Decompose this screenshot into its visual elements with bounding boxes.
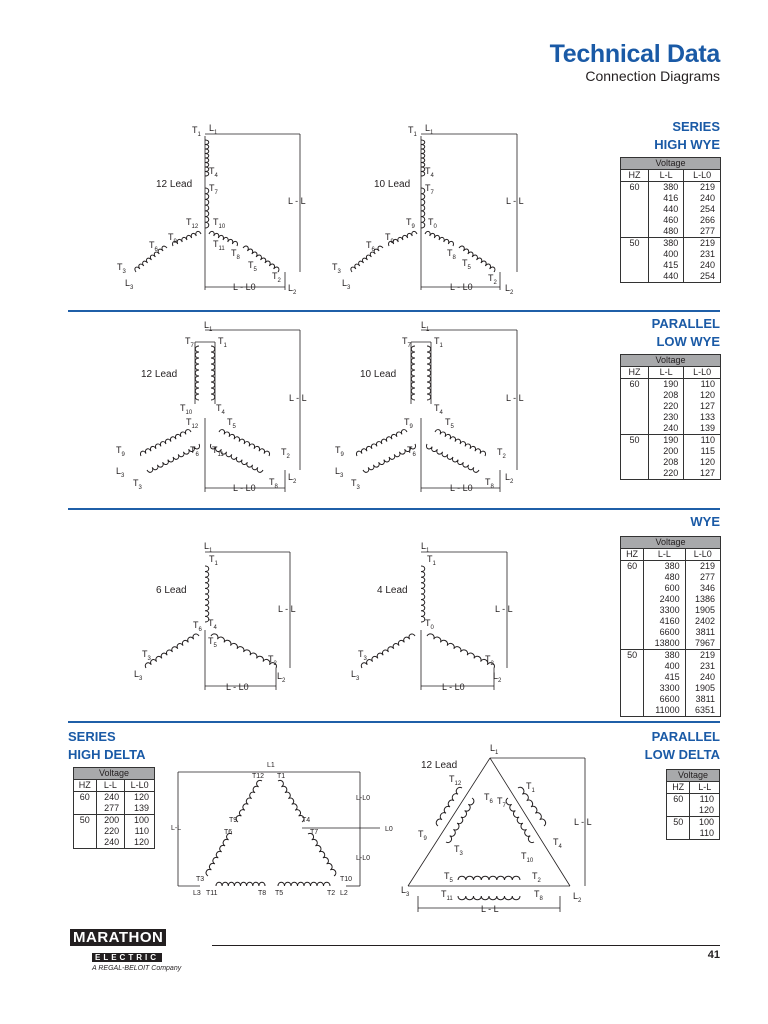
winding-coil [205, 566, 209, 622]
winding-coil [195, 346, 199, 400]
svg-text:T7: $T_7$ [185, 336, 194, 349]
svg-text:T9: $T_9$ [168, 232, 177, 245]
svg-text:10 Lead: 10 Lead [374, 179, 411, 190]
winding-coil [506, 798, 534, 843]
voltage-header: Voltage [621, 158, 721, 170]
col-ll: L-L [96, 780, 125, 792]
svg-text:T5: T5 [275, 890, 284, 897]
svg-text:T6: $T_6$ [484, 792, 493, 805]
ll0-values: 219 231 240 254 [684, 238, 721, 283]
svg-text:T1: $T_1$ [434, 336, 443, 349]
ll-values: 190 208 220 230 240 [648, 379, 683, 435]
svg-text:T4: $T_4$ [208, 618, 217, 631]
svg-text:T3: $T_3$ [332, 262, 341, 275]
winding-coil [216, 882, 265, 886]
ll0-values: 219 231 240 1905 3811 6351 [685, 650, 720, 717]
voltage-header: Voltage [621, 537, 721, 549]
svg-text:L2: $L_2$ [277, 671, 286, 684]
svg-text:L - L: L - L [506, 393, 524, 403]
svg-text:L0: L0 [385, 826, 393, 833]
svg-text:T8: $T_8$ [485, 477, 494, 490]
svg-text:L1: $L_1$ [490, 743, 499, 756]
ll0-values: 110 120 127 133 139 [684, 379, 721, 435]
winding-coils [135, 140, 546, 900]
svg-text:L3: $L_3$ [351, 669, 360, 682]
winding-coil [458, 896, 520, 900]
ll0-values: 120 139 [125, 792, 155, 815]
winding-coil [145, 634, 199, 668]
section-heading-series-high-wye: SERIES HIGH WYE [654, 119, 720, 152]
svg-text:T2: $T_2$ [272, 271, 281, 284]
svg-text:T5: $T_5$ [445, 417, 454, 430]
svg-text:T2: $T_2$ [497, 447, 506, 460]
svg-text:L-L: L-L [171, 825, 182, 832]
col-ll: L-L [648, 170, 683, 182]
svg-text:T11: $T_{11}$ [212, 445, 224, 458]
hz-cell: 60 [74, 792, 97, 815]
svg-text:T4: T4 [302, 817, 311, 824]
winding-coil [211, 634, 276, 668]
svg-text:T9: $T_9$ [404, 417, 413, 430]
svg-text:L2: $L_2$ [288, 283, 297, 296]
winding-coil [278, 882, 330, 886]
svg-text:6 Lead: 6 Lead [156, 585, 187, 596]
ll-values: 240 277 [96, 792, 125, 815]
ll-values: 380 416 440 460 480 [648, 182, 683, 238]
svg-text:T2: $T_2$ [485, 654, 494, 667]
company-tagline: A REGAL-BELOIT Company [92, 965, 182, 972]
diagram-6-lead-wye [134, 541, 296, 692]
svg-text:T3: $T_3$ [117, 262, 126, 275]
svg-text:T8: $T_8$ [269, 477, 278, 490]
connector-line [490, 758, 570, 886]
svg-text:T9: T9 [229, 817, 238, 824]
ll-values: 200 220 240 [96, 815, 125, 849]
svg-text:T8: $T_8$ [534, 889, 543, 902]
col-ll0: L-L0 [125, 780, 155, 792]
svg-text:L2: $L_2$ [505, 472, 514, 485]
section-heading-series-high-delta: SERIES HIGH DELTA [68, 729, 146, 762]
marathon-electric-logo: MARATHON ELECTRIC A REGAL-BELOIT Company [70, 929, 181, 972]
svg-text:L - L: L - L [574, 817, 592, 827]
svg-text:T1: $T_1$ [408, 125, 417, 138]
svg-text:T10: $T_{10}$ [521, 851, 534, 864]
svg-text:12 Lead: 12 Lead [156, 179, 193, 190]
svg-text:L - L: L - L [506, 196, 524, 206]
col-ll: L-L [690, 782, 720, 794]
svg-text:T5: $T_5$ [208, 636, 217, 649]
svg-text:L - L0: L - L0 [450, 483, 473, 493]
svg-text:L2: $L_2$ [573, 891, 582, 904]
hz-cell: 50 [621, 238, 649, 283]
footer-rule [212, 945, 720, 946]
hz-cell: 50 [667, 817, 690, 840]
svg-text:T9: $T_9$ [385, 232, 394, 245]
svg-text:L1: $L_1$ [421, 320, 430, 333]
ll-values: 190 200 208 220 [648, 435, 683, 480]
svg-text:T6: T6 [224, 829, 233, 836]
col-ll0: L-L0 [685, 549, 720, 561]
col-ll: L-L [644, 549, 685, 561]
svg-text:T3: $T_3$ [358, 649, 367, 662]
svg-text:T6: $T_6$ [366, 240, 375, 253]
svg-text:L - L0: L - L0 [450, 282, 473, 292]
page-subtitle: Connection Diagrams [585, 68, 720, 84]
svg-text:L3: $L_3$ [342, 278, 351, 291]
svg-text:T10: $T_{10}$ [213, 217, 226, 230]
hz-cell: 60 [621, 561, 644, 650]
svg-text:4 Lead: 4 Lead [377, 585, 408, 596]
col-hz: HZ [667, 782, 690, 794]
svg-text:T11: T11 [206, 890, 218, 897]
winding-coil [206, 833, 232, 876]
ll-values: 100 110 [690, 817, 720, 840]
winding-coil [205, 188, 209, 228]
svg-text:L - L: L - L [289, 393, 307, 403]
svg-text:T0: $T_0$ [428, 217, 437, 230]
page-number: 41 [707, 949, 720, 961]
svg-text:T7: $T_7$ [425, 183, 434, 196]
svg-text:T9: $T_9$ [418, 829, 427, 842]
svg-text:L1: $L_1$ [209, 123, 218, 136]
svg-text:L1: $L_1$ [421, 541, 430, 554]
winding-coil [210, 444, 263, 472]
svg-text:T12: T12 [252, 773, 265, 780]
svg-text:L1: $L_1$ [204, 320, 213, 333]
voltage-header: Voltage [74, 768, 155, 780]
svg-text:T3: $T_3$ [454, 844, 463, 857]
svg-text:T6: $T_6$ [149, 240, 158, 253]
svg-text:T7: $T_7$ [209, 183, 218, 196]
col-ll0: L-L0 [684, 170, 721, 182]
winding-coil [425, 231, 453, 246]
diagram-4-lead-wye [351, 541, 513, 692]
winding-coil [426, 444, 479, 472]
svg-text:T5: $T_5$ [444, 871, 453, 884]
svg-text:T1: $T_1$ [209, 554, 218, 567]
svg-text:L - L0: L - L0 [233, 483, 256, 493]
svg-text:T3: $T_3$ [142, 649, 151, 662]
svg-text:T6: $T_6$ [190, 445, 199, 458]
section-heading-parallel-low-wye: PARALLEL LOW WYE [651, 316, 720, 349]
svg-text:T0: $T_0$ [425, 618, 434, 631]
svg-text:T1: T1 [277, 773, 286, 780]
hz-cell: 60 [667, 794, 690, 817]
svg-text:L2: $L_2$ [505, 283, 514, 296]
svg-text:T3: $T_3$ [351, 478, 360, 491]
page-title: Technical Data [549, 40, 720, 68]
winding-coil [236, 780, 262, 822]
svg-text:T3: T3 [196, 876, 205, 883]
svg-text:T7: T7 [310, 829, 319, 836]
svg-text:L2: $L_2$ [493, 671, 502, 684]
ll-values: 380 400 415 440 [648, 238, 683, 283]
svg-text:L - L: L - L [481, 904, 499, 914]
svg-text:L - L0: L - L0 [226, 682, 249, 692]
ll0-values: 219 240 254 266 277 [684, 182, 721, 238]
svg-text:T10: T10 [340, 876, 353, 883]
hz-cell: 50 [621, 435, 649, 480]
col-ll0: L-L0 [684, 367, 721, 379]
svg-text:T12: $T_{12}$ [186, 417, 199, 430]
col-hz: HZ [621, 367, 649, 379]
svg-text:T2: $T_2$ [488, 273, 497, 286]
winding-coil [421, 566, 425, 622]
svg-text:12 Lead: 12 Lead [141, 369, 178, 380]
svg-text:L1: L1 [267, 762, 275, 769]
ll-values: 110 120 [690, 794, 720, 817]
svg-text:T4: $T_4$ [216, 403, 225, 416]
svg-text:T4: $T_4$ [209, 166, 218, 179]
ll0-values: 100 110 120 [125, 815, 155, 849]
svg-text:T9: $T_9$ [335, 445, 344, 458]
section-heading-parallel-low-delta: PARALLEL LOW DELTA [644, 729, 720, 762]
section-heading-wye: WYE [690, 514, 720, 529]
voltage-header: Voltage [621, 355, 721, 367]
col-hz: HZ [621, 549, 644, 561]
svg-text:T5: $T_5$ [248, 260, 257, 273]
svg-text:L1: $L_1$ [425, 123, 434, 136]
svg-text:T8: $T_8$ [447, 248, 456, 261]
svg-text:T1: $T_1$ [218, 336, 227, 349]
diagram-12-lead-series-high-wye [117, 123, 306, 296]
winding-coil [458, 876, 520, 880]
svg-text:T4: $T_4$ [434, 403, 443, 416]
winding-coil [308, 833, 336, 876]
svg-text:L2: $L_2$ [288, 472, 297, 485]
col-hz: HZ [74, 780, 97, 792]
winding-coil [278, 780, 304, 822]
svg-text:L1: $L_1$ [204, 541, 213, 554]
hz-cell: 60 [621, 379, 649, 435]
ll0-values: 219 277 346 1386 1905 2402 3811 7967 [685, 561, 720, 650]
svg-text:L - L: L - L [278, 604, 296, 614]
svg-text:T1: $T_1$ [192, 125, 201, 138]
svg-text:T12: $T_{12}$ [186, 217, 199, 230]
hz-cell: 50 [74, 815, 97, 849]
svg-text:10 Lead: 10 Lead [360, 369, 397, 380]
svg-text:L-L0: L-L0 [356, 795, 371, 802]
svg-text:L - L0: L - L0 [233, 282, 256, 292]
winding-coil [436, 787, 462, 826]
ll-values: 380 400 415 3300 6600 11000 [644, 650, 685, 717]
voltage-header: Voltage [667, 770, 720, 782]
svg-text:T9: $T_9$ [406, 217, 415, 230]
svg-text:L-L0: L-L0 [356, 855, 371, 862]
svg-text:L - L0: L - L0 [442, 682, 465, 692]
winding-coil [361, 634, 415, 668]
svg-text:T7: $T_7$ [497, 796, 506, 809]
svg-text:L2: L2 [340, 890, 348, 897]
hz-cell: 60 [621, 182, 649, 238]
svg-text:L3: $L_3$ [401, 885, 410, 898]
ll0-values: 110 115 120 127 [684, 435, 721, 480]
svg-text:T11: $T_{11}$ [441, 889, 453, 902]
svg-text:T12: $T_{12}$ [449, 774, 462, 787]
svg-text:T2: $T_2$ [532, 871, 541, 884]
svg-text:L3: $L_3$ [125, 278, 134, 291]
svg-text:L - L: L - L [288, 196, 306, 206]
svg-text:T7: $T_7$ [402, 336, 411, 349]
col-hz: HZ [621, 170, 649, 182]
ll-values: 380 480 600 2400 3300 4160 6600 13800 [644, 561, 685, 650]
svg-text:L3: $L_3$ [116, 466, 125, 479]
svg-text:T3: $T_3$ [133, 478, 142, 491]
svg-text:T1: $T_1$ [526, 781, 535, 794]
winding-coil [211, 346, 215, 400]
svg-text:T2: $T_2$ [268, 654, 277, 667]
svg-text:T5: $T_5$ [462, 258, 471, 271]
svg-text:T8: T8 [258, 890, 267, 897]
svg-text:T1: $T_1$ [427, 554, 436, 567]
svg-text:T2: T2 [327, 890, 336, 897]
svg-text:T4: $T_4$ [425, 166, 434, 179]
svg-text:T4: $T_4$ [553, 837, 562, 850]
col-ll: L-L [648, 367, 683, 379]
svg-text:T5: $T_5$ [227, 417, 236, 430]
winding-coil [421, 188, 425, 228]
svg-text:L3: $L_3$ [134, 669, 143, 682]
svg-text:T6: $T_6$ [193, 620, 202, 633]
diagram-lines [178, 134, 585, 912]
svg-text:12 Lead: 12 Lead [421, 760, 458, 771]
svg-text:T6: $T_6$ [407, 445, 416, 458]
svg-text:L - L: L - L [495, 604, 513, 614]
svg-text:T10: $T_{10}$ [180, 403, 193, 416]
svg-text:T9: $T_9$ [116, 445, 125, 458]
winding-coil [427, 346, 431, 400]
svg-text:L3: $L_3$ [335, 466, 344, 479]
svg-text:T2: $T_2$ [281, 447, 290, 460]
hz-cell: 50 [621, 650, 644, 717]
winding-coil [411, 346, 415, 400]
svg-text:L3: L3 [193, 890, 201, 897]
svg-text:T11: $T_{11}$ [213, 239, 225, 252]
svg-text:T8: $T_8$ [231, 248, 240, 261]
